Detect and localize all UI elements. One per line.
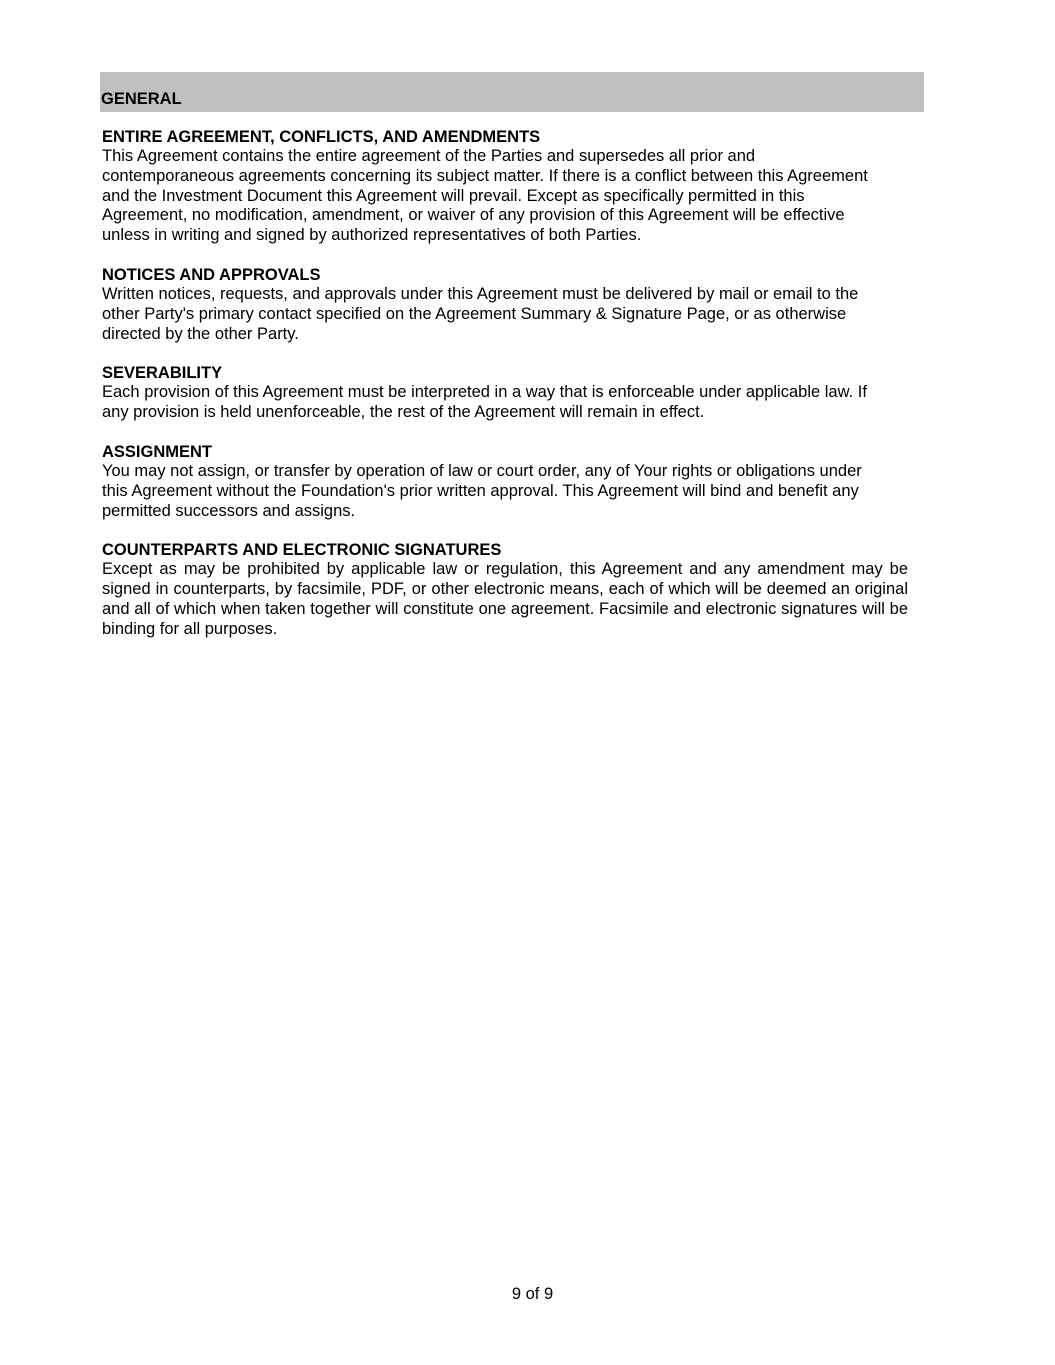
clause-line: permitted successors and assigns. [102,501,356,520]
clauses-container [102,127,908,659]
clause-counterparts [102,540,908,639]
clause-assignment [102,442,908,521]
section-title: GENERAL [101,90,182,108]
clause-line: Agreement, no modification, amendment, or waiver of any provision of this Agreement will be effective [102,206,845,225]
clause-body [102,383,908,423]
clause-line: any provision is held unenforceable, the rest of the Agreement will remain in effect. [102,403,705,422]
clause-line: directed by the other Party. [102,324,299,343]
clause-line: You may not assign, or transfer by operation of law or court order, any of Your rights or obligations under [102,461,862,480]
clause-body: Except as may be prohibited by applicable law or regulation, this Agreement and any amendment may be signed in counterparts, by facsimile, PDF, or other electronic means, each of which will be deemed an original and all of which when taken together will constitute one agreement. Facsimile and electronic signatures will be binding for all purposes. [102,560,908,638]
clause-line: This Agreement contains the entire agreement of the Parties and supersedes all prior and [102,147,756,165]
section-header-bar [100,72,924,112]
page-number: 9 of 9 [511,1285,554,1303]
clause-heading: ENTIRE AGREEMENT, CONFLICTS, AND AMENDMENTS [102,128,541,146]
clause-severability [102,363,908,423]
clause-body [102,147,908,246]
clause-line: other Party's primary contact specified on the Agreement Summary & Signature Page, or as otherwise [102,304,847,323]
clause-line: contemporaneous agreements concerning its subject matter. If there is a conflict between this Agreement [102,166,868,185]
clause-heading: ASSIGNMENT [102,442,213,461]
clause-entire-agreement [102,127,908,246]
clause-line: Each provision of this Agreement must be interpreted in a way that is enforceable under applicable law. If [102,383,867,402]
clause-line: unless in writing and signed by authorized representatives of both Parties. [102,226,642,245]
clause-notices [102,265,908,344]
clause-heading: SEVERABILITY [102,364,223,383]
clause-line: this Agreement without the Foundation's prior written approval. This Agreement will bind and benefit any [102,481,859,500]
clause-heading: COUNTERPARTS AND ELECTRONIC SIGNATURES [102,541,502,560]
clause-body [102,285,908,344]
clause-heading: NOTICES AND APPROVALS [102,265,321,284]
clause-line: Written notices, requests, and approvals under this Agreement must be delivered by mail or email to the [102,284,859,303]
clause-line: and the Investment Document this Agreement will prevail. Except as specifically permitted in this [102,186,805,205]
clause-body [102,462,908,521]
